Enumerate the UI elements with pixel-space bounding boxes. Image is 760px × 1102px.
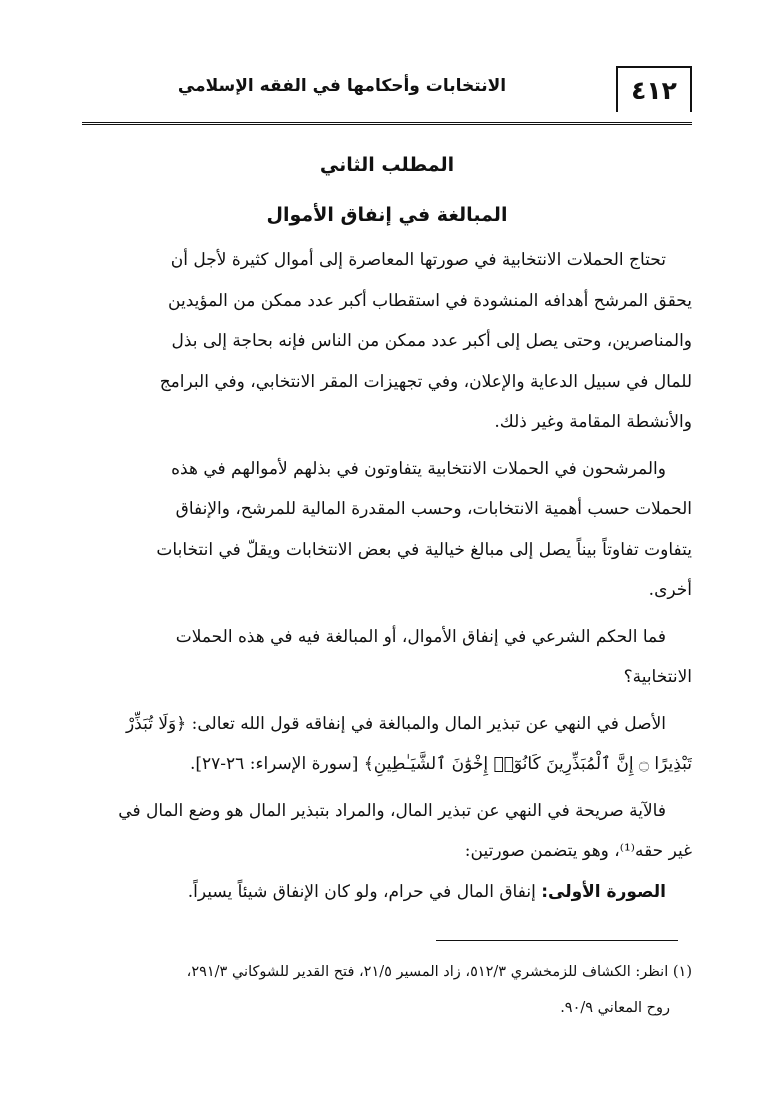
- section-title: المبالغة في إنفاق الأموال: [266, 204, 508, 226]
- paragraph-line: يحقق المرشح أهدافه المنشودة في استقطاب أكبر عدد ممكن من المؤيدين: [168, 290, 692, 311]
- paragraph-line: يتفاوت تفاوتاً بيناً يصل إلى مبالغ خيالية في بعض الانتخابات ويقلّ في انتخابات: [156, 539, 692, 560]
- paragraph-5: [82, 791, 692, 872]
- paragraph-line: فالآية صريحة في النهي عن تبذير المال، والمراد بتبذير المال هو وضع المال في: [118, 800, 666, 821]
- quran-verse-line: تَبْذِيرًا ۝ إِنَّ ٱلْمُبَذِّرِينَ كَانُوٓا۟ إِخْوَٰنَ ٱلشَّيَـٰطِينِ﴾ [سورة الإسراء: ٢٦-٢٧].: [189, 754, 692, 774]
- paragraph-1: [82, 240, 692, 443]
- page-body: [82, 140, 692, 912]
- paragraph-line: الحملات حسب أهمية الانتخابات، وحسب المقدرة المالية للمرشح، والإنفاق: [175, 499, 692, 519]
- paragraph-line: [82, 872, 692, 913]
- paragraph-line: تحتاج الحملات الانتخابية في صورتها المعاصرة إلى أموال كثيرة لأجل أن: [170, 250, 666, 270]
- paragraph-6: [82, 872, 692, 913]
- paragraph-line: الانتخابية؟: [623, 667, 692, 687]
- first-form-text: إنفاق المال في حرام، ولو كان الإنفاق شيئاً يسيراً.: [187, 881, 542, 902]
- paragraph-line: غير حقه⁽¹⁾، وهو يتضمن صورتين:: [464, 841, 692, 861]
- paragraph-line: الأصل في النهي عن تبذير المال والمبالغة في إنفاقه قول الله تعالى: ﴿وَلَا تُبَذِّرْ: [125, 713, 666, 734]
- paragraph-2: [82, 449, 692, 611]
- footnotes: [82, 954, 692, 1026]
- paragraph-3: [82, 617, 692, 698]
- first-form-label: الصورة الأولى:: [541, 881, 666, 902]
- footnote-line: (١) انظر: الكشاف للزمخشري ٥١٢/٣، زاد المسير ٢١/٥، فتح القدير للشوكاني ٢٩١/٣،: [186, 964, 692, 980]
- footnote-divider: [436, 940, 678, 941]
- paragraph-line: أخرى.: [648, 580, 692, 600]
- section-heading: المطلب الثاني: [319, 154, 455, 176]
- running-title: الانتخابات وأحكامها في الفقه الإسلامي: [177, 76, 507, 96]
- page-header: [82, 62, 692, 125]
- paragraph-line: للمال في سبيل الدعاية والإعلان، وفي تجهيزات المقر الانتخابي، وفي البرامج: [159, 371, 692, 392]
- paragraph-line: فما الحكم الشرعي في إنفاق الأموال، أو المبالغة فيه في هذه الحملات: [175, 626, 666, 647]
- page-number: ٤١٢: [616, 66, 692, 112]
- footnote-line: روح المعاني ٩٠/٩.: [560, 1000, 670, 1016]
- paragraph-line: والأنشطة المقامة وغير ذلك.: [494, 412, 692, 432]
- paragraph-4: [82, 704, 692, 785]
- paragraph-line: والمناصرين، وحتى يصل إلى أكبر عدد ممكن من الناس فإنه بحاجة إلى بذل: [171, 331, 692, 351]
- paragraph-line: والمرشحون في الحملات الانتخابية يتفاوتون في بذلهم لأموالهم في هذه: [171, 458, 666, 479]
